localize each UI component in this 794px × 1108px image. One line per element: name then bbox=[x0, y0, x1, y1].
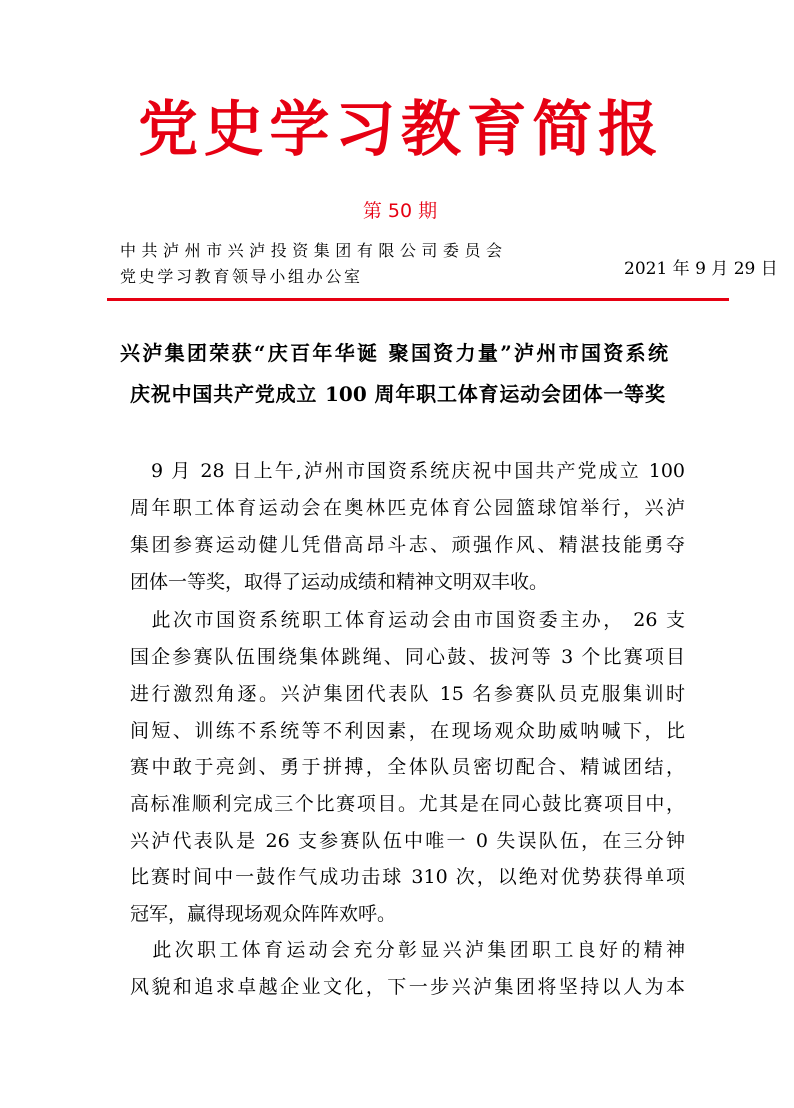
body-text-line: 国企参赛队伍围绕集体跳绳、同心鼓、拔河等 3 个比赛项目 bbox=[130, 646, 685, 668]
body-text-line: 此次职工体育运动会充分彰显兴泸集团职工良好的精神 bbox=[130, 939, 685, 961]
body-text-line: 9 月 28 日上午,泸州市国资系统庆祝中国共产党成立 100 bbox=[130, 460, 685, 482]
body-text-line: 周年职工体育运动会在奥林匹克体育公园篮球馆举行，兴泸 bbox=[130, 497, 685, 519]
headline-line-2: 庆祝中国共产党成立 100 周年职工体育运动会团体一等奖 bbox=[130, 382, 665, 406]
headline-line-1: 兴泸集团荣获“庆百年华诞 聚国资力量”泸州市国资系统 bbox=[120, 341, 668, 365]
masthead-title: 党史学习教育简报 bbox=[138, 95, 658, 165]
issue-date: 2021 年 9 月 29 日 bbox=[624, 259, 778, 279]
body-text-line: 集团参赛运动健儿凭借高昂斗志、顽强作风、精湛技能勇夺 bbox=[130, 534, 685, 556]
issue-number: 第 50 期 bbox=[362, 200, 438, 222]
body-text-line: 间短、训练不系统等不利因素，在现场观众助威呐喊下，比 bbox=[130, 720, 685, 742]
body-text-line: 兴泸代表队是 26 支参赛队伍中唯一 0 失误队伍，在三分钟 bbox=[130, 830, 685, 852]
body-text-line: 此次市国资系统职工体育运动会由市国资委主办， 26 支 bbox=[130, 609, 685, 631]
issuing-office: 党史学习教育领导小组办公室 bbox=[120, 267, 360, 286]
body-text-line: 冠军，赢得现场观众阵阵欢呼。 bbox=[130, 903, 397, 925]
red-divider bbox=[107, 298, 729, 301]
body-text-line: 比赛时间中一鼓作气成功击球 310 次，以绝对优势获得单项 bbox=[130, 866, 685, 888]
body-text-line: 风貌和追求卓越企业文化，下一步兴泸集团将坚持以人为本 bbox=[130, 976, 685, 998]
body-text-line: 高标准顺利完成三个比赛项目。尤其是在同心鼓比赛项目中， bbox=[130, 793, 685, 815]
body-text-line: 进行激烈角逐。兴泸集团代表队 15 名参赛队员克服集训时 bbox=[130, 683, 685, 705]
issuing-organization: 中共泸州市兴泸投资集团有限公司委员会 bbox=[120, 241, 502, 260]
body-text-line: 团体一等奖，取得了运动成绩和精神文明双丰收。 bbox=[130, 571, 549, 593]
body-text-line: 赛中敢于亮剑、勇于拼搏，全体队员密切配合、精诚团结， bbox=[130, 756, 685, 778]
